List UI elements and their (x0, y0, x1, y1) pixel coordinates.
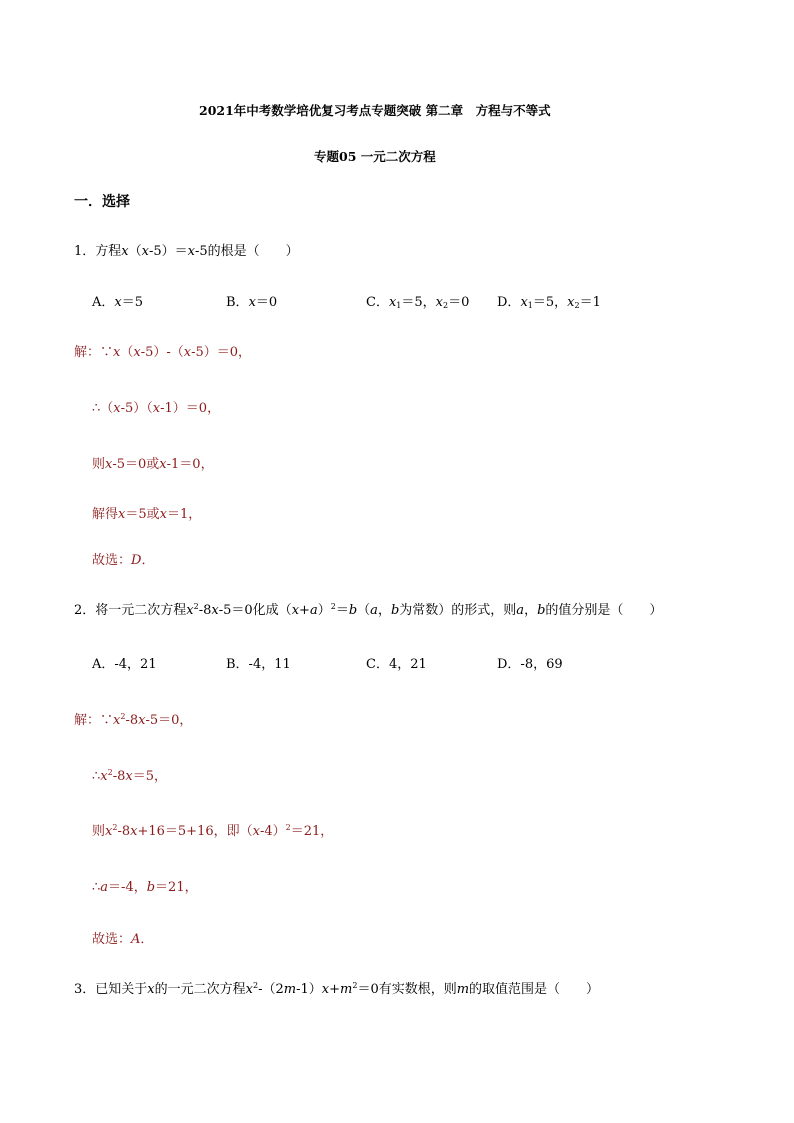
question-text: 已知关于x的一元二次方程$x^2-(2m-1)x+m^2=0$有实数根，则m的取值范围是（ ） (95, 981, 600, 997)
q2-option-c[interactable]: C．4，21 (366, 657, 427, 672)
q1-solution-line-3: 则x-5＝0或x-1＝0， (92, 457, 214, 472)
q1-solution-line-1: 解：∵x（x-5）-（x-5）＝0， (74, 345, 252, 360)
document-title: 2021年中考数学培优复习考点专题突破 第二章 方程与不等式 (199, 103, 551, 118)
question-2-stem (74, 603, 662, 619)
q2-solution-line-1: 解：$\because x^2-8x-5=0$， (74, 712, 193, 728)
q2-option-d[interactable]: D．-8，69 (497, 657, 563, 672)
q2-solution-line-4: ∴a＝-4，b＝21， (92, 880, 198, 895)
q1-option-b[interactable]: B．x＝0 (226, 295, 278, 310)
q1-option-a[interactable]: A．x＝5 (92, 295, 144, 310)
q2-option-a[interactable]: A．-4，21 (92, 657, 157, 672)
q1-solution-line-4: 解得x＝5或x＝1， (92, 507, 202, 522)
q1-solution-line-5: 故选：D． (92, 553, 155, 568)
question-number: 3． (74, 982, 96, 997)
question-text: 方程x（x-5）＝x-5的根是（ ） (95, 244, 299, 259)
question-1-stem (74, 244, 299, 260)
q1-solution-line-2: ∴（x-5）（x-1）＝0， (92, 401, 221, 416)
q2-solution-line-5: 故选：A． (92, 932, 154, 947)
question-3-stem (74, 982, 599, 998)
q2-solution-line-3: 则$x^2-8x+16=5+16$，即$(x-4)^2=21$， (92, 823, 334, 839)
q1-option-c[interactable]: C．$x_1=5$，$x_2=0$ (366, 295, 470, 310)
document-subtitle: 专题05 一元二次方程 (314, 149, 436, 164)
question-number: 2． (74, 603, 96, 618)
question-number: 1． (74, 244, 96, 259)
q2-solution-line-2: $\therefore x^2-8x=5$， (92, 768, 168, 784)
section-heading: 一．选择 (74, 194, 130, 210)
q2-option-b[interactable]: B．-4，11 (226, 657, 291, 672)
q1-option-d[interactable]: D．$x_1=5$，$x_2=1$ (497, 295, 601, 310)
question-text: 将一元二次方程$x^2-8x-5=0$化成$(x+a)^2=b(a$，b为常数）的形式，则a，b的值分别是（ ） (95, 602, 663, 618)
